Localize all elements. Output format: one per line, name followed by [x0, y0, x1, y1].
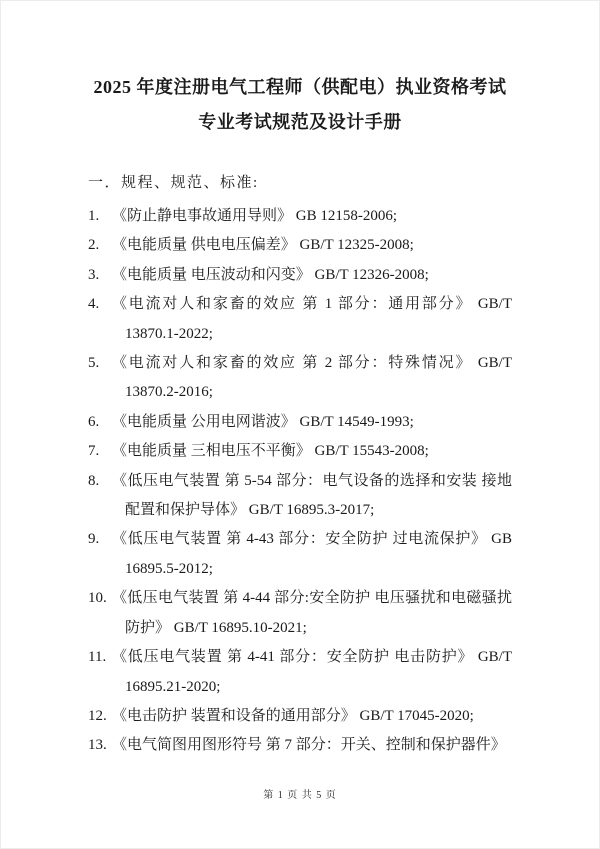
list-item-number: 5.: [88, 355, 100, 372]
list-item-line: 《电能质量 公用电网谐波》 GB/T 14549-1993;: [112, 413, 414, 430]
list-item: [88, 643, 512, 702]
list-item: [88, 525, 512, 584]
list-item-line: 13870.1-2022;: [125, 325, 213, 342]
title-line-1: 2025 年度注册电气工程师（供配电）执业资格考试: [93, 77, 507, 97]
list-item: [88, 290, 512, 349]
list-item-number: 12.: [88, 707, 107, 724]
list-item-line: 防护》 GB/T 16895.10-2021;: [125, 619, 307, 636]
list-item-line: 《电流对人和家畜的效应 第 1 部分：通用部分》 GB/T: [112, 296, 512, 313]
list-item: [88, 349, 512, 408]
list-item-line: 《电流对人和家畜的效应 第 2 部分：特殊情况》 GB/T: [112, 355, 512, 372]
list-item-line: 《低压电气装置 第 4-44 部分:安全防护 电压骚扰和电磁骚扰: [112, 590, 512, 607]
list-item-number: 4.: [88, 296, 100, 313]
list-item-number: 2.: [88, 237, 100, 254]
list-item-line: 《电气简图用图形符号 第 7 部分：开关、控制和保护器件》: [112, 737, 506, 754]
list-item-line: 《电能质量 供电电压偏差》 GB/T 12325-2008;: [112, 237, 414, 254]
list-item-line: 《电能质量 三相电压不平衡》 GB/T 15543-2008;: [112, 443, 429, 460]
list-item-line: 《电能质量 电压波动和闪变》 GB/T 12326-2008;: [112, 266, 429, 283]
list-item: [88, 702, 512, 731]
title-line-2: 专业考试规范及设计手册: [198, 112, 402, 132]
list-item-number: 8.: [88, 472, 100, 489]
list-item-line: 《低压电气装置 第 4-41 部分：安全防护 电击防护》 GB/T: [112, 649, 512, 666]
list-item-number: 11.: [88, 649, 107, 666]
list-item-line: 16895.21-2020;: [125, 678, 221, 695]
list-item: [88, 202, 512, 231]
list-item-number: 9.: [88, 531, 100, 548]
list-item: [88, 437, 512, 466]
list-item-number: 3.: [88, 266, 100, 283]
list-item: [88, 731, 512, 760]
list-item: [88, 408, 512, 437]
list-item: [88, 231, 512, 260]
list-item-line: 《防止静电事故通用导则》 GB 12158-2006;: [112, 208, 398, 224]
list-item-number: 7.: [88, 443, 100, 460]
list-item: [88, 261, 512, 290]
page-footer: 第 1 页 共 5 页: [263, 790, 337, 801]
list-item-line: 《低压电气装置 第 4-43 部分：安全防护 过电流保护》 GB: [112, 531, 512, 548]
list-item: [88, 584, 512, 643]
section-heading: 一．规程、规范、标准:: [88, 175, 259, 191]
list-item-line: 配置和保护导体》 GB/T 16895.3-2017;: [125, 502, 375, 519]
list-item-line: 《电击防护 装置和设备的通用部分》 GB/T 17045-2020;: [112, 707, 474, 724]
list-item-number: 10.: [88, 590, 107, 607]
list-item-number: 6.: [88, 413, 100, 430]
list-item-number: 1.: [88, 208, 100, 224]
list-item: [88, 467, 512, 526]
list-item-line: 16895.5-2012;: [125, 560, 213, 577]
standards-list: [88, 202, 512, 761]
document-title: [0, 70, 600, 140]
list-item-line: 《低压电气装置 第 5-54 部分：电气设备的选择和安装 接地: [112, 472, 512, 489]
list-item-line: 13870.2-2016;: [125, 384, 213, 401]
list-item-number: 13.: [88, 737, 107, 754]
